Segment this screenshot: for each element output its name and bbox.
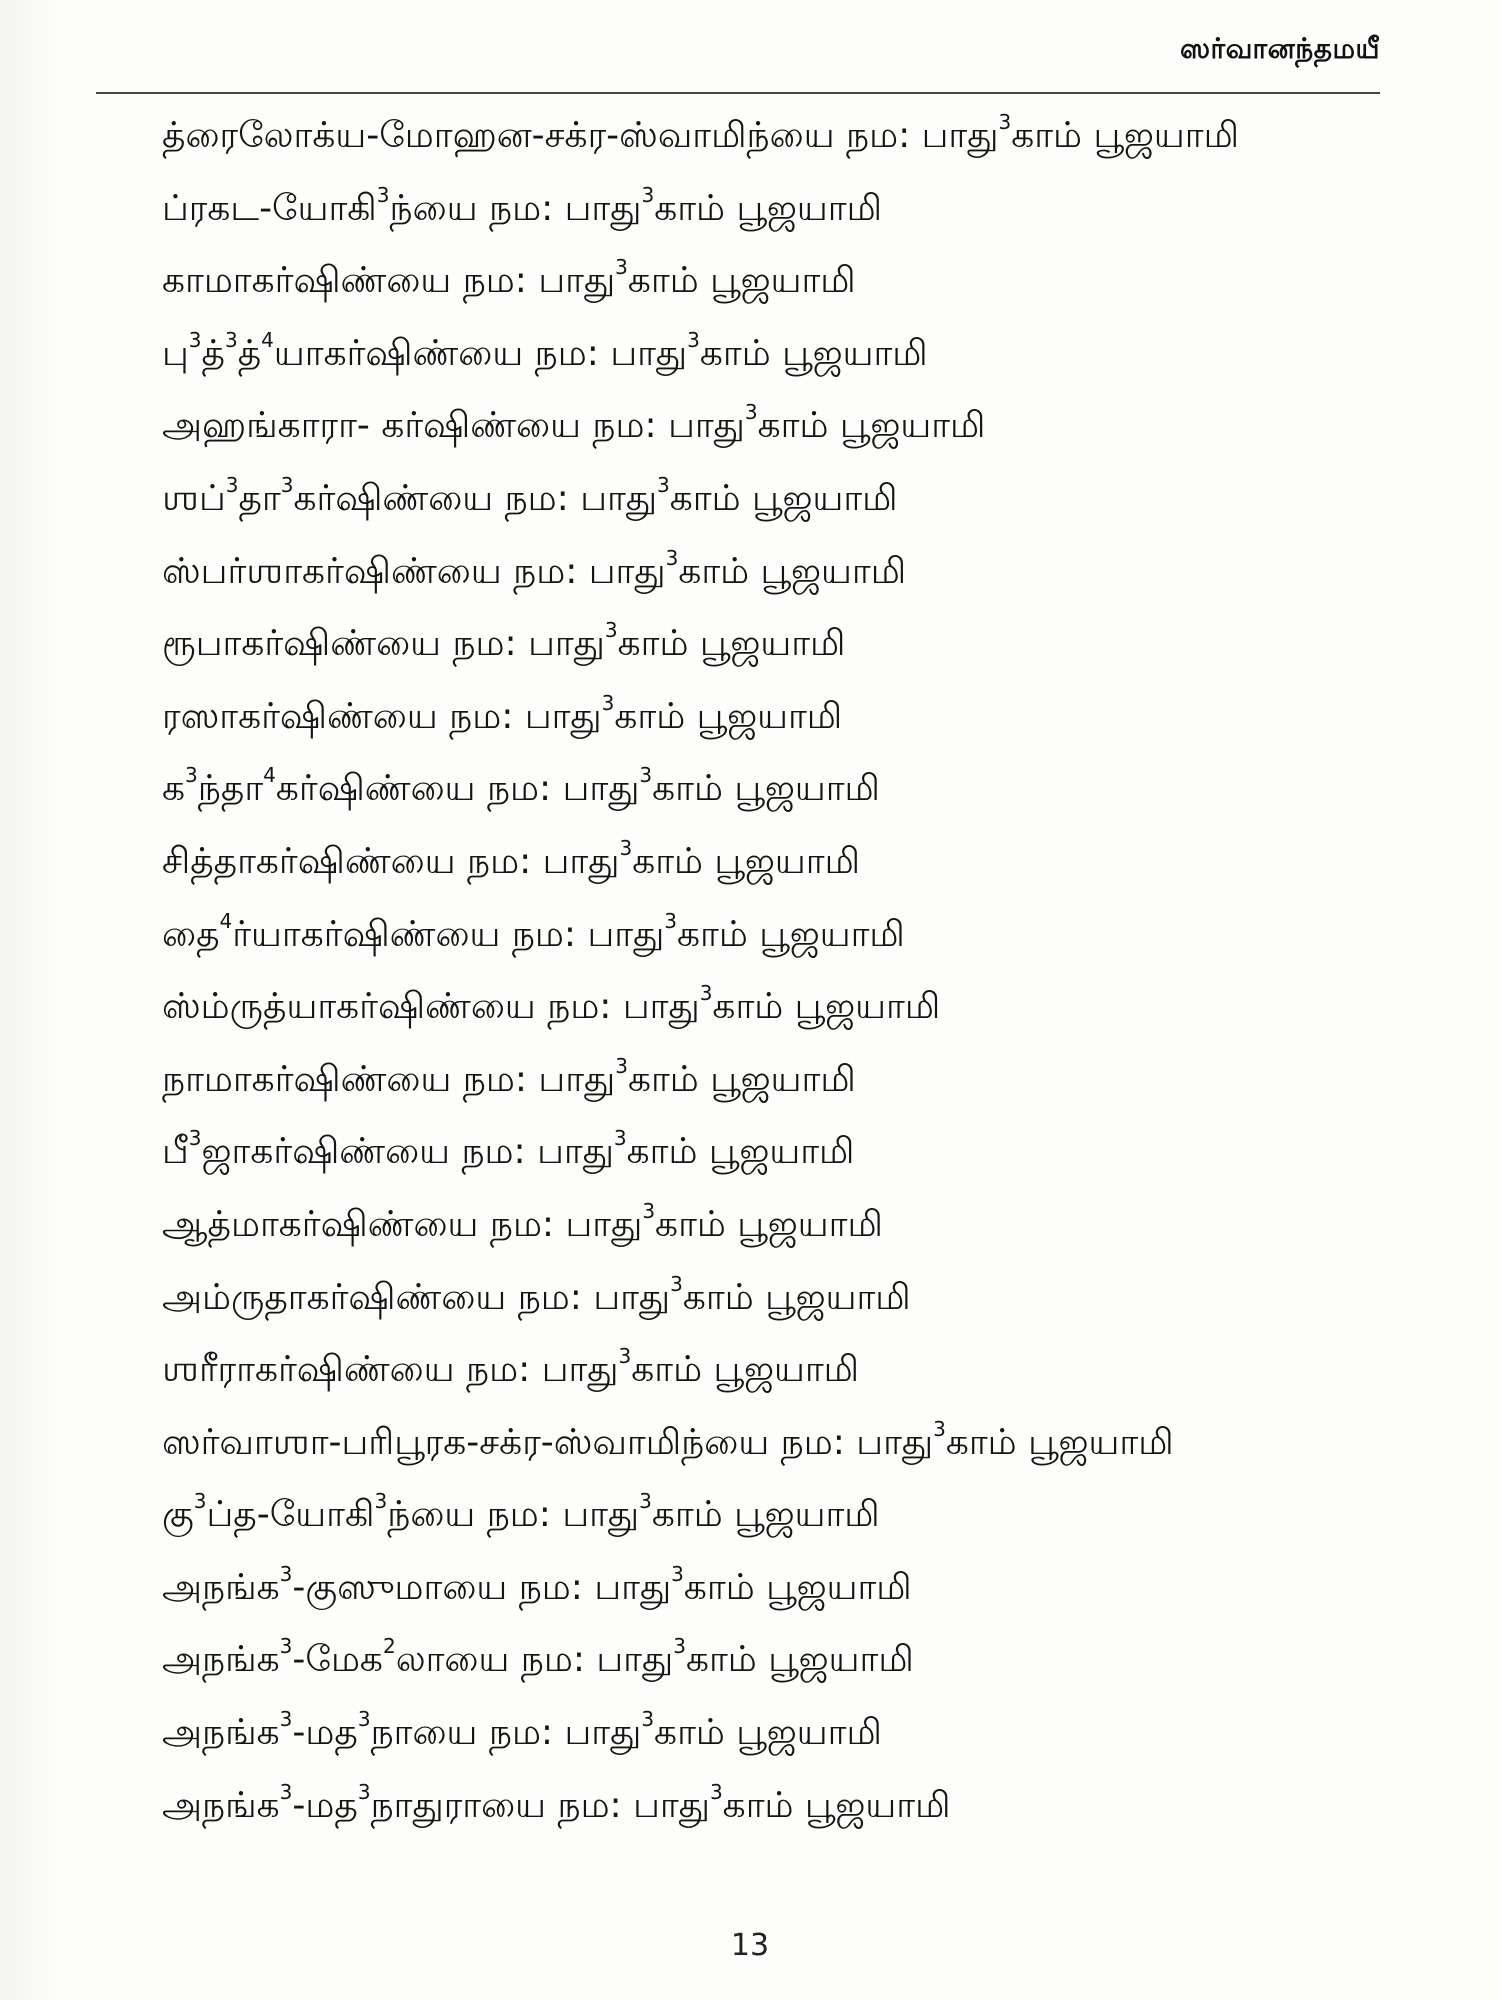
mantra-line	[162, 390, 1392, 463]
line-text: த்	[237, 332, 262, 374]
line-text: யாகர்ஷிண்யை நம: பாது	[273, 332, 688, 374]
superscript-marker: 2	[382, 1634, 396, 1659]
running-head: ஸர்வானந்தமயீ	[1179, 32, 1380, 65]
mantra-line	[162, 318, 1392, 391]
line-text: கர்ஷிண்யை நம: பாது	[293, 477, 658, 519]
mantra-line	[162, 826, 1392, 899]
superscript-marker: 3	[641, 1707, 655, 1732]
superscript-marker: 3	[639, 1489, 652, 1514]
line-text: க	[162, 768, 186, 810]
superscript-marker: 4	[263, 763, 276, 788]
mantra-line	[162, 1044, 1392, 1117]
line-text: ஸ்பர்ஶாகர்ஷிண்யை நம: பாது	[162, 550, 666, 592]
superscript-marker: 3	[641, 182, 655, 207]
line-text: காம் பூஜயாமி	[677, 913, 905, 955]
line-text: தா	[238, 477, 281, 519]
mantra-line	[162, 753, 1392, 826]
line-text: காம் பூஜயாமி	[627, 260, 856, 302]
mantra-line	[162, 1334, 1392, 1407]
line-text: ரஸாகர்ஷிண்யை நம: பாது	[162, 695, 602, 737]
mantra-line	[162, 681, 1392, 754]
superscript-marker: 3	[280, 472, 294, 497]
mantra-line	[162, 1697, 1392, 1770]
superscript-marker: 3	[744, 400, 758, 425]
line-text: -மத	[292, 1712, 358, 1754]
line-text: அநங்க	[162, 1712, 280, 1754]
line-text: காம் பூஜயாமி	[627, 1058, 856, 1100]
superscript-marker: 3	[618, 1344, 632, 1369]
line-text: காம் பூஜயாமி	[652, 768, 880, 810]
line-text: அஹங்காரா- கர்ஷிண்யை நம: பாது	[162, 405, 745, 447]
superscript-marker: 3	[709, 1779, 723, 1804]
line-text: காம் பூஜயாமி	[682, 1276, 911, 1318]
superscript-marker: 3	[376, 182, 390, 207]
line-text: ஶரீராகர்ஷிண்யை நம: பாது	[162, 1349, 619, 1391]
superscript-marker: 3	[374, 1489, 388, 1514]
line-text: காம் பூஜயாமி	[712, 986, 941, 1028]
superscript-marker: 3	[279, 1561, 293, 1586]
superscript-marker: 3	[998, 110, 1012, 134]
superscript-marker: 3	[665, 545, 679, 570]
line-text: சித்தாகர்ஷிண்யை நம: பாது	[162, 840, 620, 882]
mantra-line	[162, 536, 1392, 609]
mantra-line	[162, 899, 1392, 972]
line-text: காம் பூஜயாமி	[617, 623, 846, 665]
line-text: காம் பூஜயாமி	[654, 187, 883, 229]
page-number: 13	[730, 1928, 770, 1963]
superscript-marker: 3	[664, 908, 678, 933]
superscript-marker: 3	[193, 1489, 207, 1514]
line-text: த்ரைலோக்ய-மோஹன-சக்ர-ஸ்வாமிந்யை நம: பாது	[162, 115, 999, 156]
line-text: ரூபாகர்ஷிண்யை நம: பாது	[162, 623, 605, 665]
line-text: லாயை நம: பாது	[395, 1639, 674, 1681]
superscript-marker: 3	[699, 981, 713, 1006]
line-text: காம் பூஜயாமி	[626, 1131, 855, 1173]
superscript-marker: 4	[261, 327, 274, 352]
mantra-line	[162, 173, 1392, 246]
line-text: -மேக	[292, 1639, 383, 1681]
line-text: காம் பூஜயாமி	[722, 1784, 951, 1826]
line-text: காம் பூஜயாமி	[669, 477, 898, 519]
line-text: த்	[201, 332, 225, 374]
line-text: ந்யை நம: பாது	[389, 187, 642, 229]
superscript-marker: 3	[613, 1126, 627, 1151]
superscript-marker: 3	[673, 1634, 686, 1659]
mantra-line	[162, 463, 1392, 536]
header-rule	[96, 92, 1380, 94]
line-text: காம் பூஜயாமி	[678, 550, 907, 592]
line-text: காம் பூஜயாமி	[683, 1566, 912, 1608]
superscript-marker: 3	[601, 690, 615, 715]
line-text: நாமாகர்ஷிண்யை நம: பாது	[162, 1058, 616, 1100]
mantra-line	[162, 1624, 1392, 1697]
mantra-line	[162, 1262, 1392, 1335]
line-text: தை	[162, 913, 220, 955]
superscript-marker: 3	[642, 1198, 656, 1223]
line-text: -மத	[292, 1784, 358, 1826]
superscript-marker: 3	[615, 1053, 628, 1078]
mantra-line	[162, 245, 1392, 318]
line-text: காம் பூஜயாமி	[651, 1494, 880, 1536]
line-text: ஸர்வாஶா-பரிபூரக-சக்ர-ஸ்வாமிந்யை நம: பாது	[162, 1421, 934, 1463]
line-text: அநங்க	[162, 1566, 280, 1608]
mantra-line	[162, 608, 1392, 681]
line-text: காம் பூஜயாமி	[945, 1421, 1174, 1463]
line-text: கர்ஷிண்யை நம: பாது	[275, 768, 640, 810]
line-text: காம் பூஜயாமி	[1011, 115, 1240, 156]
line-text: காம் பூஜயாமி	[654, 1712, 882, 1754]
mantra-line	[162, 1116, 1392, 1189]
line-text: அநங்க	[162, 1639, 280, 1681]
line-text: காம் பூஜயாமி	[757, 405, 986, 447]
line-text: காம் பூஜயாமி	[632, 840, 861, 882]
line-text: அம்ருதாகர்ஷிண்யை நம: பாது	[162, 1276, 671, 1318]
line-text: ஶப்	[162, 477, 226, 519]
superscript-marker: 4	[219, 908, 233, 933]
line-text: ர்யாகர்ஷிண்யை நம: பாது	[232, 913, 665, 955]
superscript-marker: 3	[639, 763, 653, 788]
mantra-line	[162, 971, 1392, 1044]
line-text: ஆத்மாகர்ஷிண்யை நம: பாது	[162, 1203, 643, 1245]
line-text: ஸ்ம்ருத்யாகர்ஷிண்யை நம: பாது	[162, 986, 700, 1028]
mantra-list	[162, 100, 1392, 1842]
mantra-line	[162, 1407, 1392, 1480]
superscript-marker: 3	[357, 1707, 371, 1732]
superscript-marker: 3	[279, 1779, 293, 1804]
line-text: காம் பூஜயாமி	[631, 1349, 860, 1391]
superscript-marker: 3	[225, 472, 239, 497]
superscript-marker: 3	[604, 618, 618, 643]
mantra-line	[162, 1552, 1392, 1625]
line-text: ந்தா	[197, 768, 264, 810]
line-text: காம் பூஜயாமி	[699, 332, 928, 374]
line-text: ந்யை நம: பாது	[387, 1494, 640, 1536]
mantra-line	[162, 100, 1392, 173]
superscript-marker: 3	[357, 1779, 371, 1804]
line-text: கு	[162, 1494, 194, 1536]
line-text: ப்ரகட-யோகி	[162, 187, 377, 229]
superscript-marker: 3	[687, 327, 700, 352]
line-text: காம் பூஜயாமி	[655, 1203, 883, 1245]
line-text: நாயை நம: பாது	[370, 1712, 642, 1754]
superscript-marker: 3	[615, 255, 628, 280]
superscript-marker: 3	[619, 835, 633, 860]
line-text: அநங்க	[162, 1784, 280, 1826]
line-text: ப்த-யோகி	[206, 1494, 375, 1536]
line-text: நாதுராயை நம: பாது	[370, 1784, 710, 1826]
mantra-line	[162, 1189, 1392, 1262]
superscript-marker: 3	[188, 1126, 202, 1151]
mantra-line	[162, 1479, 1392, 1552]
line-text: பு	[162, 332, 189, 374]
superscript-marker: 3	[279, 1634, 293, 1659]
superscript-marker: 3	[185, 763, 198, 788]
superscript-marker: 3	[188, 327, 202, 352]
line-text: ஜாகர்ஷிண்யை நம: பாது	[201, 1131, 614, 1173]
superscript-marker: 3	[224, 327, 238, 352]
line-text: காம் பூஜயாமி	[685, 1639, 914, 1681]
line-text: காம் பூஜயாமி	[614, 695, 843, 737]
superscript-marker: 3	[279, 1707, 293, 1732]
mantra-line	[162, 1770, 1392, 1843]
line-text: பீ	[162, 1131, 189, 1173]
superscript-marker: 3	[671, 1561, 684, 1586]
line-text: காமாகர்ஷிண்யை நம: பாது	[162, 260, 616, 302]
superscript-marker: 3	[657, 472, 670, 497]
superscript-marker: 3	[933, 1416, 946, 1441]
line-text: -குஸுமாயை நம: பாது	[292, 1566, 672, 1608]
superscript-marker: 3	[670, 1271, 683, 1296]
